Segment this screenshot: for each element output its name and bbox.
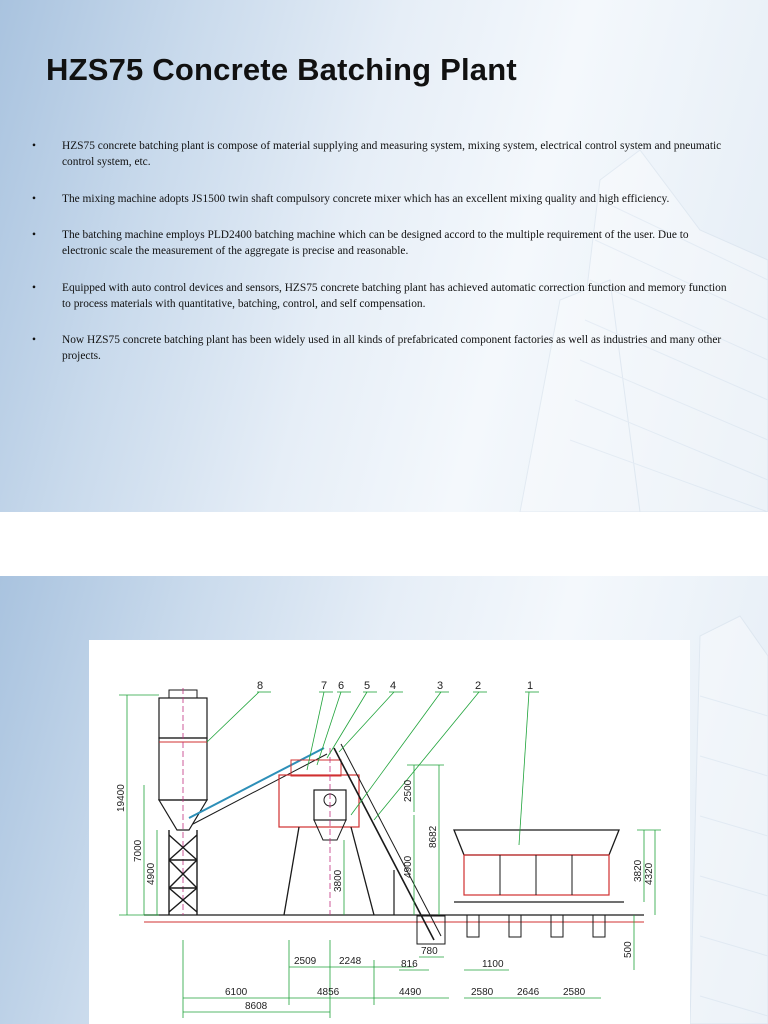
dim-2509: 2509 <box>294 956 317 967</box>
dim-2646: 2646 <box>517 987 540 998</box>
dim-4900-left: 4900 <box>146 862 157 885</box>
part-label-6: 6 <box>338 680 345 692</box>
plant-drawing <box>89 640 690 1024</box>
dim-4490: 4490 <box>399 987 422 998</box>
part-label-7: 7 <box>321 680 328 692</box>
part-label-8: 8 <box>257 680 264 692</box>
bullet-text: Now HZS75 concrete batching plant has been widely used in all kinds of prefabricated component factories as well as industries and many other projects. <box>62 334 722 362</box>
bullet-item <box>32 280 728 312</box>
cement-silo <box>159 688 207 915</box>
dim-1100: 1100 <box>482 959 504 970</box>
dim-2580-a: 2580 <box>471 987 494 998</box>
ground-line <box>144 915 644 922</box>
dim-500: 500 <box>623 941 634 958</box>
dim-780: 780 <box>421 946 438 957</box>
dim-8682: 8682 <box>428 825 439 848</box>
dim-19400: 19400 <box>116 784 127 812</box>
dim-4856: 4856 <box>317 987 340 998</box>
plant-elevation-svg <box>89 640 690 1024</box>
dim-6100: 6100 <box>225 987 248 998</box>
bullet-dot-icon: • <box>32 140 36 152</box>
part-label-2: 2 <box>475 680 482 692</box>
bullet-dot-icon: • <box>32 334 36 346</box>
dim-816: 816 <box>401 959 418 970</box>
part-label-4: 4 <box>390 680 397 692</box>
bullet-item <box>32 332 728 364</box>
part-label-3: 3 <box>437 680 444 692</box>
bullet-item <box>32 138 728 170</box>
bullet-text: The mixing machine adopts JS1500 twin shaft compulsory concrete mixer which has an excellent mixing quality and high efficiency. <box>62 192 670 205</box>
dim-7000: 7000 <box>133 839 144 862</box>
slide-gap <box>0 512 768 576</box>
vertical-dimension-lines <box>119 695 661 970</box>
dim-2500: 2500 <box>403 779 414 802</box>
bullet-list <box>32 138 728 385</box>
bullet-dot-icon: • <box>32 229 36 241</box>
dim-3820: 3820 <box>633 859 644 882</box>
horizontal-dimension-labels <box>225 946 586 1012</box>
dim-8608: 8608 <box>245 1001 268 1012</box>
screw-conveyor <box>189 748 327 824</box>
mixer-building <box>279 748 374 915</box>
part-label-1: 1 <box>527 680 534 692</box>
bullet-item <box>32 191 728 207</box>
slide-title: HZS75 Concrete Batching Plant <box>46 52 517 87</box>
bullet-dot-icon: • <box>32 281 36 294</box>
bullet-text: Equipped with auto control devices and sensors, HZS75 concrete batching plant has achieved automatic correction function and memory function to process materials with quantitative, batching, control, and self compensation. <box>62 281 727 310</box>
dim-3800: 3800 <box>333 869 344 892</box>
bullet-item <box>32 227 728 259</box>
dim-2248: 2248 <box>339 956 362 967</box>
bullet-text: HZS75 concrete batching plant is compose of material supplying and measuring system, mixing system, electrical control system and pneumatic control system, etc. <box>62 140 722 168</box>
aggregate-batcher <box>454 830 624 937</box>
dim-4900-right: 4900 <box>403 855 414 878</box>
part-label-5: 5 <box>364 680 371 692</box>
dim-4320: 4320 <box>644 862 655 885</box>
bullet-dot-icon: • <box>32 192 36 205</box>
dim-2580-b: 2580 <box>563 987 586 998</box>
bullet-text: The batching machine employs PLD2400 batching machine which can be designed accord to the multiple requirement of the user. Due to electronic scale the measurement of the aggregate is precise and reasonable. <box>62 229 689 257</box>
part-labels <box>257 680 533 692</box>
